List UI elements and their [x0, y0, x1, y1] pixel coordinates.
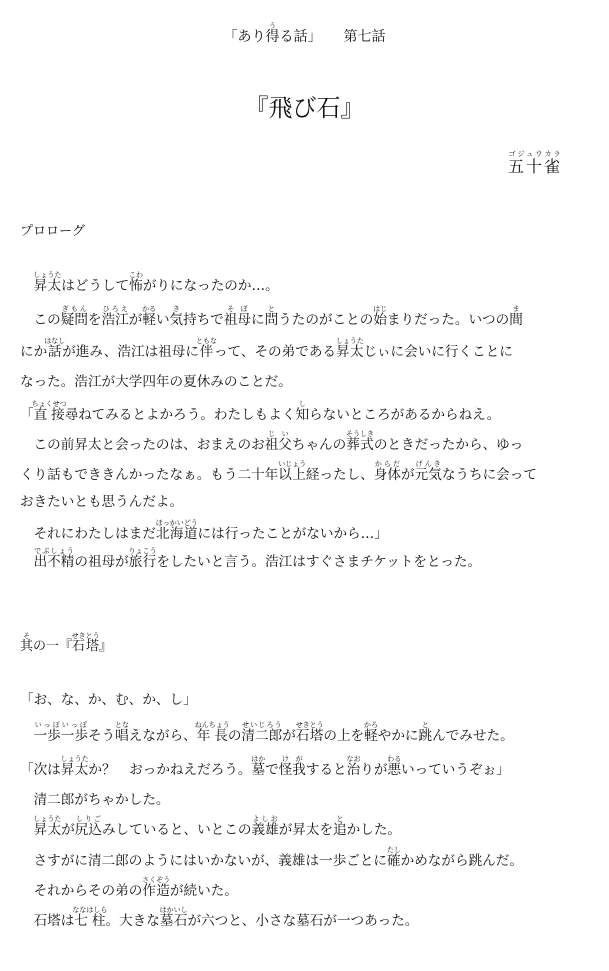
episode-number: 第七話: [343, 29, 386, 45]
prologue-line-4: なった。浩江が大学四年の夏休みのことだ。: [20, 374, 292, 390]
chapter1-line-3: 「次は昇太しょうたか？ おっかねえだろう。墓はかで怪我けがすると治なおりが悪わるいっていうぞぉ」: [20, 755, 510, 778]
series-header: [0, 22, 609, 46]
chapter1-line-1: 「お、な、か、む、か、し」: [20, 692, 197, 708]
prologue-line-5: 「直接ちょくせつ尋ねてみるとよかろう。わたしもよく知しらないところがあるからねえ。: [20, 400, 501, 423]
prologue-line-9: それにわたしはまだ北海道ほっかいどうには行ったことがないから…」: [20, 519, 388, 542]
prologue-line-6: この前昇太と会ったのは、おまえのお祖父じいちゃんの葬式そうしきのときだったから、ゆっ: [20, 430, 524, 453]
chapter1-line-4: 清二郎がちゃかした。: [20, 792, 170, 808]
prologue-line-1: 昇太しょうたはどうして怖こわがりになったのか…。: [33, 271, 279, 294]
chapter1-line-7: それからその弟の作造さくぞうが続いた。: [20, 876, 238, 899]
author-name: 五十雀ゴジュウカラ: [508, 150, 563, 176]
prologue-line-2: この疑問ぎもんを浩江ひろえが軽かるい気き持ちで祖母そぼに問とうたのがことの始はじまりだった。いつの間ま: [20, 305, 523, 328]
prologue-line-7: くり話もでききんかったなぁ。もう二十年以上いじょう経ったし、身体からだが元気げんきなうちに会って: [20, 460, 537, 483]
story-title: 『飛び石』: [244, 94, 365, 122]
author-reading: ゴジュウカラ: [508, 150, 562, 158]
prologue-line-10: 出不精でぶしょうの祖母が旅行りょこうをしたいと言う。浩江はすぐさまチケットをとった。: [33, 547, 482, 570]
chapter1-heading: 其その一『石塔せきとう』: [20, 632, 113, 654]
chapter1-line-5: 昇太しょうたが尻込しりごみしていると、いとこの義雄よしおが昇太を追とかした。: [33, 815, 402, 838]
chapter1-line-6: さすがに清二郎のようにはいかないが、義雄は一歩ごとに確たしかめながら跳んだ。: [20, 846, 523, 869]
prologue-line-3: にか話はなしが進み、浩江は祖母に伴ともなって、その弟である昇太しょうたじぃに会いに行くことに: [20, 337, 513, 360]
chapter1-line-2: 一歩一歩いっぽいっぽそう唱となえながら、年長ねんちょうの清二郎せいじろうが石塔せきとうの上を軽かろやかに跳とんでみせた。: [33, 721, 514, 744]
prologue-heading: プロローグ: [20, 224, 86, 239]
chapter1-line-8: 石塔は七柱ななはしら。大きな墓石はかいしが六つと、小さな墓石が一つあった。: [20, 906, 419, 929]
prologue-line-8: おきたいとも思うんだよ。: [20, 494, 184, 510]
series-title: 「あり得うる話」: [223, 22, 322, 45]
